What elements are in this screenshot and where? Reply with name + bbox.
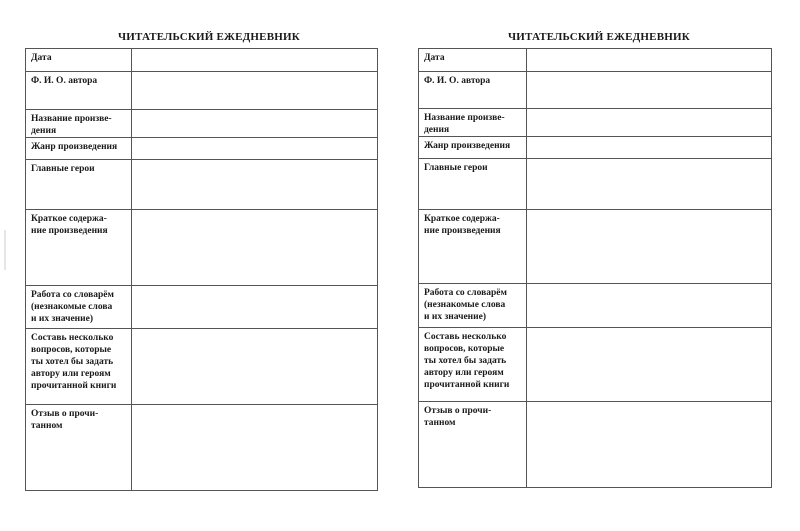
row-summary: [26, 210, 378, 286]
review-field[interactable]: [527, 402, 772, 488]
row-genre: [419, 137, 772, 159]
row-genre: [26, 138, 378, 160]
row-main-characters: [26, 160, 378, 210]
row-summary: [419, 210, 772, 284]
summary-field[interactable]: [527, 210, 772, 284]
row-author: [26, 72, 378, 110]
row-label: Работа со словарём (незнакомые слова и их значение): [419, 284, 527, 328]
main-characters-field[interactable]: [132, 160, 378, 210]
review-field[interactable]: [132, 405, 378, 491]
row-label: Краткое содержа- ние произведения: [419, 210, 527, 284]
row-vocabulary: [26, 286, 378, 329]
row-label: Главные герои: [419, 159, 527, 210]
row-questions: [26, 329, 378, 405]
reading-diary-table: [418, 48, 772, 488]
page-title: ЧИТАТЕЛЬСКИЙ ЕЖЕДНЕВНИК: [118, 31, 300, 43]
row-date: [26, 49, 378, 72]
row-label: Жанр произведения: [26, 138, 132, 160]
right-page: [400, 0, 800, 531]
row-label: Краткое содержа- ние произведения: [26, 210, 132, 286]
work-title-field[interactable]: [527, 109, 772, 137]
questions-field[interactable]: [527, 328, 772, 402]
date-field[interactable]: [132, 49, 378, 72]
row-label: Ф. И. О. автора: [419, 72, 527, 109]
row-label: Работа со словарём (незнакомые слова и их значение): [26, 286, 132, 329]
row-label: Главные герои: [26, 160, 132, 210]
row-main-characters: [419, 159, 772, 210]
row-label: Отзыв о прочи- танном: [26, 405, 132, 491]
row-label: Составь несколько вопросов, которые ты хотел бы задать автору или героям прочитанной книги: [419, 328, 527, 402]
work-title-field[interactable]: [132, 110, 378, 138]
row-label: Составь несколько вопросов, которые ты хотел бы задать автору или героям прочитанной книги: [26, 329, 132, 405]
reading-diary-table: [25, 48, 378, 491]
row-date: [419, 49, 772, 72]
row-review: [419, 402, 772, 488]
date-field[interactable]: [527, 49, 772, 72]
genre-field[interactable]: [132, 138, 378, 160]
row-author: [419, 72, 772, 109]
author-field[interactable]: [132, 72, 378, 110]
row-review: [26, 405, 378, 491]
row-work-title: [419, 109, 772, 137]
row-label: Дата: [26, 49, 132, 72]
row-label: Ф. И. О. автора: [26, 72, 132, 110]
row-questions: [419, 328, 772, 402]
row-label: Название произве- дения: [26, 110, 132, 138]
summary-field[interactable]: [132, 210, 378, 286]
author-field[interactable]: [527, 72, 772, 109]
row-label: Отзыв о прочи- танном: [419, 402, 527, 488]
row-label: Дата: [419, 49, 527, 72]
main-characters-field[interactable]: [527, 159, 772, 210]
row-work-title: [26, 110, 378, 138]
genre-field[interactable]: [527, 137, 772, 159]
row-label: Название произве- дения: [419, 109, 527, 137]
vocabulary-field[interactable]: [132, 286, 378, 329]
row-vocabulary: [419, 284, 772, 328]
page-title: ЧИТАТЕЛЬСКИЙ ЕЖЕДНЕВНИК: [508, 31, 690, 43]
vocabulary-field[interactable]: [527, 284, 772, 328]
questions-field[interactable]: [132, 329, 378, 405]
row-label: Жанр произведения: [419, 137, 527, 159]
